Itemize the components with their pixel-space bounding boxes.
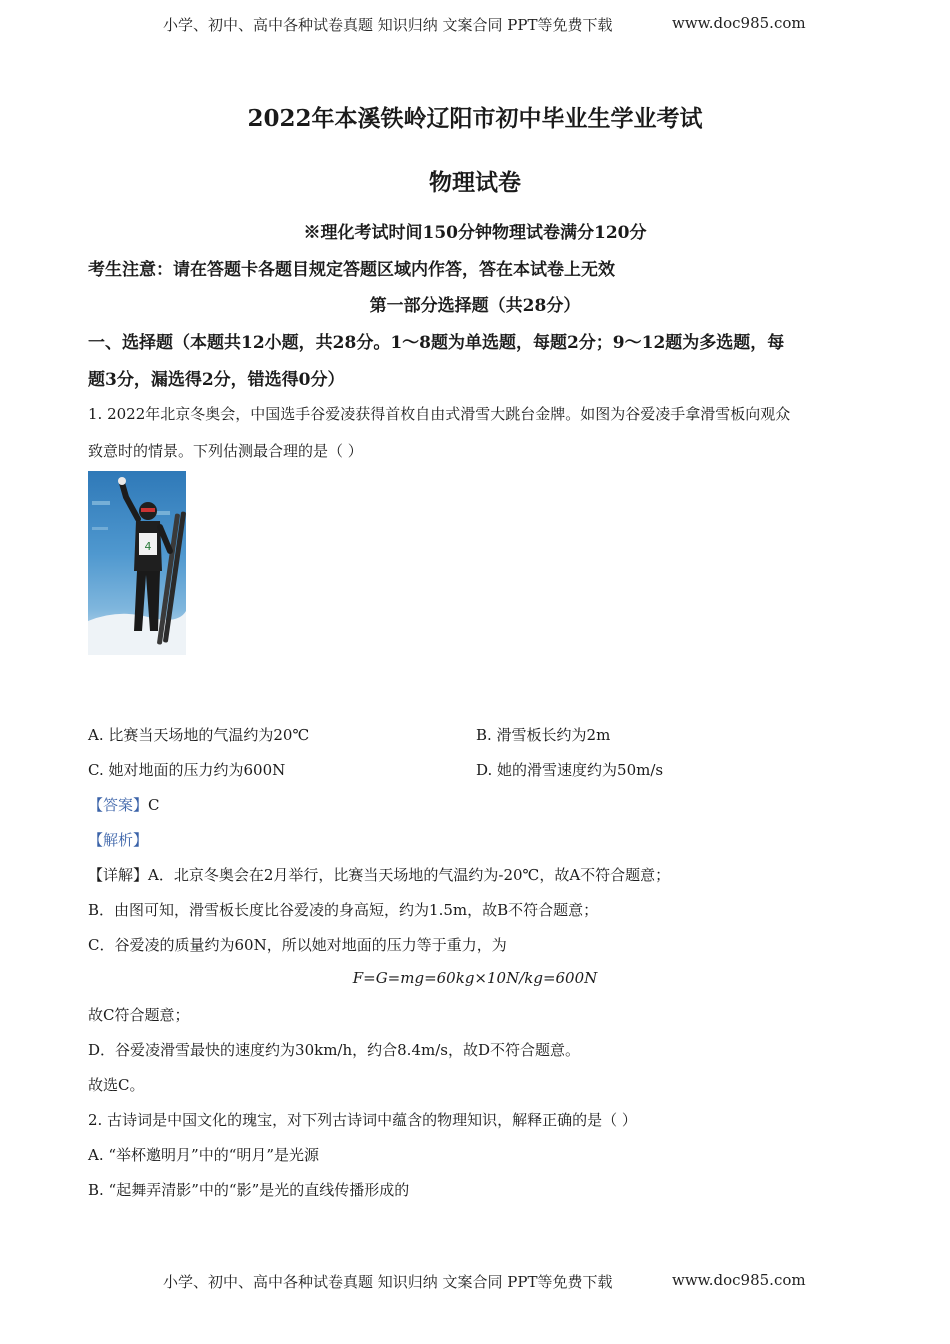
page-footer-site[interactable]: www.doc985.com xyxy=(672,1271,806,1289)
page-footer-text: 小学、初中、高中各种试卷真题 知识归纳 文案合同 PPT等免费下载 xyxy=(163,1273,613,1291)
exam-subtitle: 物理试卷 xyxy=(429,169,521,196)
q1-formula: F=G=mg=60kg×10N/kg=600N xyxy=(352,969,598,987)
q1-detail-b: B．由图可知，滑雪板长度比谷爱凌的身高短，约为1.5m，故B不符合题意； xyxy=(88,901,599,919)
q1-detail-d: D．谷爱凌滑雪最快的速度约为30km/h，约合8.4m/s，故D不符合题意。 xyxy=(88,1041,580,1059)
q1-detail-c2: 故C符合题意； xyxy=(88,1006,190,1024)
q1-conclusion: 故选C。 xyxy=(88,1076,145,1094)
answer-tag: 【答案】 xyxy=(88,796,149,814)
q1-detail-a xyxy=(88,864,670,885)
page-header-text: 小学、初中、高中各种试卷真题 知识归纳 文案合同 PPT等免费下载 xyxy=(163,16,613,34)
q2-option-a: A. “举杯邀明月”中的“明月”是光源 xyxy=(88,1146,320,1164)
q1-option-d: D. 她的滑雪速度约为50m/s xyxy=(476,761,664,779)
q2-option-b: B. “起舞弄清影”中的“影”是光的直线传播形成的 xyxy=(88,1181,410,1199)
detail-tag: 【详解】 xyxy=(88,866,149,884)
analysis-tag: 【解析】 xyxy=(88,831,149,849)
svg-text:4: 4 xyxy=(144,540,152,553)
detail-a-text: A．北京冬奥会在2月举行，比赛当天场地的气温约为-20℃，故A不符合题意； xyxy=(148,866,671,884)
part-heading: 第一部分选择题（共28分） xyxy=(369,296,581,316)
q1-detail-c: C．谷爱凌的质量约为60N，所以她对地面的压力等于重力，为 xyxy=(88,936,507,954)
exam-notice: 考生注意：请在答题卡各题目规定答题区域内作答，答在本试卷上无效 xyxy=(88,260,615,280)
exam-time-info: ※理化考试时间150分钟物理试卷满分120分 xyxy=(303,223,647,243)
skier-photo xyxy=(88,471,186,655)
section-heading-line1: 一、选择题（本题共12小题，共28分。1～8题为单选题，每题2分；9～12题为多选题，每 xyxy=(88,333,785,353)
q2-stem: 2. 古诗词是中国文化的瑰宝，对下列古诗词中蕴含的物理知识，解释正确的是（ ） xyxy=(88,1111,637,1129)
q1-stem-line2: 致意时的情景。下列估测最合理的是（ ） xyxy=(88,442,363,460)
q1-option-b: B. 滑雪板长约为2m xyxy=(476,726,611,744)
answer-value: C xyxy=(148,796,160,814)
exam-title: 2022年本溪铁岭辽阳市初中毕业生学业考试 xyxy=(247,105,703,132)
q1-option-c: C. 她对地面的压力约为600N xyxy=(88,761,286,779)
section-heading-line2: 题3分，漏选得2分，错选得0分） xyxy=(88,370,345,390)
q1-answer xyxy=(88,794,160,815)
q1-stem-line1: 1. 2022年北京冬奥会，中国选手谷爱凌获得首枚自由式滑雪大跳台金牌。如图为谷爱凌手拿滑雪板向观众 xyxy=(88,405,791,423)
page-header-site[interactable]: www.doc985.com xyxy=(672,14,806,32)
q1-option-a: A. 比赛当天场地的气温约为20℃ xyxy=(88,726,310,744)
